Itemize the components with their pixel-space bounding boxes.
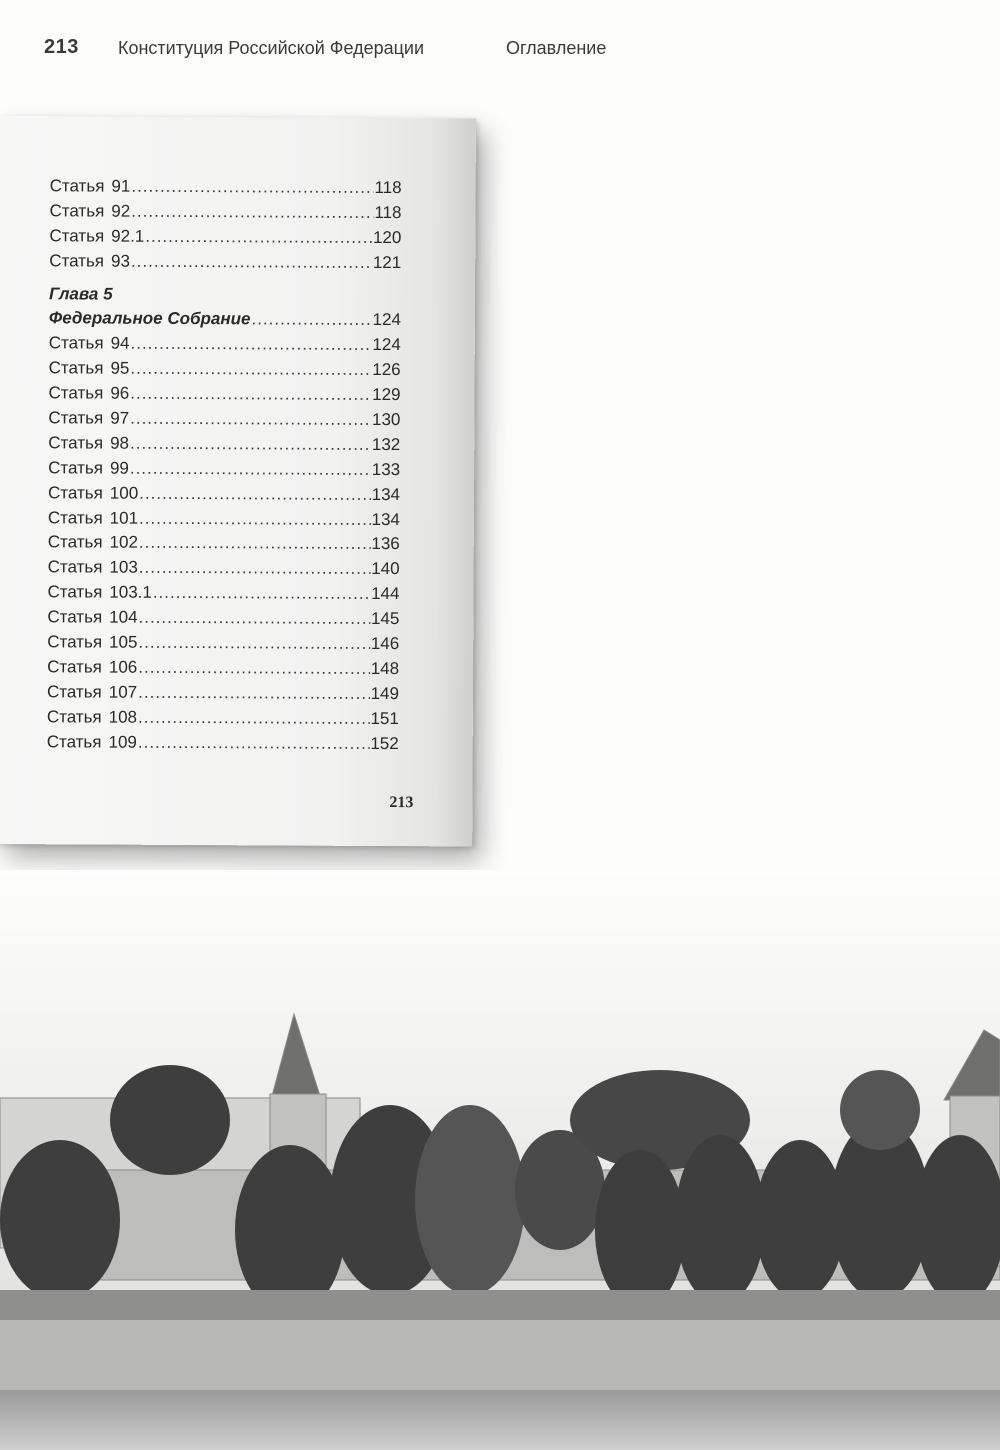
toc-entry-label (47, 657, 137, 677)
article-number: 102 (109, 533, 139, 553)
toc-page-number: 140 (371, 559, 400, 579)
leader-dots (131, 251, 372, 272)
toc-page-number: 121 (372, 252, 402, 272)
toc-rows-before (49, 176, 402, 277)
article-word: Статья (47, 507, 103, 528)
embankment (0, 1290, 1000, 1320)
leader-dots (130, 359, 371, 380)
article-number: 93 (111, 251, 131, 271)
toc-entry-label (49, 334, 130, 354)
leader-dots (138, 683, 370, 704)
chapter-title-row (49, 309, 401, 336)
toc-row (49, 358, 401, 385)
toc-page-number: 132 (371, 434, 401, 455)
toc-page-number: 152 (370, 733, 399, 753)
toc-page-number: 148 (370, 658, 400, 679)
toc-entry-label (49, 251, 130, 271)
toc-entry-label (50, 176, 131, 196)
leader-dots (139, 483, 371, 504)
toc-entry-label (47, 632, 137, 652)
sheet-page-number: 213 (389, 794, 414, 812)
leader-dots (131, 177, 373, 198)
article-word: Статья (47, 632, 103, 652)
toc-row (49, 226, 401, 253)
article-word: Статья (49, 250, 105, 271)
toc-page-number: 136 (371, 534, 400, 554)
article-number: 92.1 (111, 226, 145, 246)
toc-entry-label (49, 226, 144, 246)
leader-dots (251, 310, 371, 331)
toc-entry-label (48, 458, 129, 478)
leader-dots (138, 707, 370, 728)
article-number: 98 (110, 433, 130, 453)
article-number: 97 (110, 408, 130, 428)
toc-page-number: 124 (372, 335, 401, 355)
section-title: Оглавление (506, 38, 607, 58)
leader-dots (138, 658, 370, 679)
kremlin-photo (0, 870, 1000, 1450)
article-number: 95 (110, 358, 130, 378)
toc-page-number: 149 (370, 683, 400, 703)
table-of-contents (47, 176, 402, 758)
toc-entry-label (48, 483, 138, 503)
article-word: Статья (46, 682, 102, 702)
toc-row (47, 632, 399, 659)
toc-row (48, 483, 400, 510)
article-word: Статья (47, 607, 103, 627)
article-number: 94 (110, 333, 130, 354)
article-number: 105 (109, 632, 138, 652)
article-number: 106 (108, 657, 138, 677)
article-number: 91 (111, 176, 131, 196)
article-number: 96 (110, 383, 130, 403)
article-word: Статья (47, 532, 103, 553)
toc-entry-label (48, 558, 138, 578)
article-number: 107 (108, 682, 138, 702)
page-number: 213 (44, 36, 79, 58)
book-title: Конституция Российской Федерации (118, 38, 425, 58)
article-word: Статья (48, 333, 104, 353)
toc-entry-label (49, 201, 130, 221)
article-word: Статья (48, 383, 104, 403)
toc-row (48, 508, 400, 535)
article-word: Статья (48, 458, 104, 478)
article-word: Статья (46, 731, 102, 752)
toc-row (47, 682, 399, 709)
toc-entry-label (47, 682, 137, 702)
toc-entry-label (47, 583, 151, 604)
toc-row (47, 583, 399, 610)
article-number: 99 (109, 458, 129, 478)
article-number: 104 (109, 607, 138, 627)
toc-page-number: 144 (371, 584, 400, 604)
leader-dots (145, 227, 372, 248)
toc-page-number: 130 (371, 409, 401, 430)
article-word: Статья (48, 408, 104, 428)
toc-row (48, 433, 400, 460)
toc-page-image (0, 116, 476, 846)
toc-page-number: 120 (372, 227, 402, 247)
toc-page-number: 133 (371, 459, 401, 479)
toc-row (48, 383, 400, 410)
article-word: Статья (47, 482, 103, 503)
toc-row (48, 558, 400, 585)
article-word: Статья (47, 582, 103, 602)
leader-dots (138, 732, 370, 753)
toc-entry-label (48, 383, 129, 403)
toc-page-number: 145 (370, 609, 400, 629)
toc-row (47, 607, 399, 634)
article-number: 100 (109, 483, 139, 503)
toc-page-number: 151 (370, 708, 399, 728)
toc-page-number: 134 (371, 484, 401, 504)
toc-entry-label (47, 607, 137, 627)
article-number: 101 (109, 508, 139, 528)
toc-page-number: 129 (372, 385, 401, 405)
toc-row (47, 732, 399, 759)
leader-dots (130, 434, 371, 455)
chapter-title: Федеральное Собрание (48, 308, 251, 329)
article-word: Статья (49, 226, 105, 246)
toc-page-number: 126 (372, 360, 401, 380)
toc-row (49, 251, 401, 278)
article-word: Статья (48, 358, 104, 378)
article-number: 92 (111, 201, 131, 221)
toc-row (48, 408, 400, 435)
leader-dots (139, 608, 371, 629)
toc-row (50, 176, 402, 203)
toc-page-number: 118 (374, 177, 402, 198)
article-number: 103 (109, 557, 138, 578)
leader-dots (130, 458, 371, 479)
toc-entry-label (48, 508, 138, 528)
article-word: Статья (48, 433, 104, 453)
leader-dots (130, 384, 371, 405)
article-number: 108 (108, 707, 138, 727)
toc-entry-label (48, 408, 129, 428)
toc-entry-label (49, 358, 130, 378)
toc-row (47, 657, 399, 684)
toc-entry-label (48, 533, 138, 553)
toc-entry-label (47, 732, 137, 752)
toc-entry-label (47, 707, 137, 727)
article-word: Статья (47, 657, 102, 677)
leader-dots (139, 558, 371, 579)
toc-page-number: 146 (370, 633, 400, 654)
toc-row (48, 458, 400, 485)
river (0, 1390, 1000, 1450)
chapter-label: Глава 5 (49, 283, 113, 304)
toc-entry-label (48, 433, 129, 453)
article-number: 103.1 (109, 582, 152, 603)
leader-dots (138, 633, 370, 654)
chapter-page: 124 (372, 310, 401, 330)
leader-dots (130, 334, 371, 355)
article-word: Статья (49, 201, 105, 221)
leader-dots (139, 508, 371, 529)
leader-dots (153, 583, 370, 604)
leader-dots (130, 409, 371, 430)
toc-row (49, 201, 401, 228)
toc-row (48, 533, 400, 560)
article-word: Статья (47, 557, 103, 577)
article-word: Статья (49, 176, 105, 196)
leader-dots (131, 202, 373, 223)
shore (0, 1320, 1000, 1400)
article-number: 109 (108, 732, 137, 752)
toc-page-number: 118 (374, 202, 402, 222)
toc-rows-after (47, 334, 401, 759)
leader-dots (139, 533, 371, 554)
toc-row (47, 707, 399, 734)
toc-page-number: 134 (371, 509, 400, 529)
toc-row (49, 334, 401, 361)
article-word: Статья (46, 706, 102, 727)
